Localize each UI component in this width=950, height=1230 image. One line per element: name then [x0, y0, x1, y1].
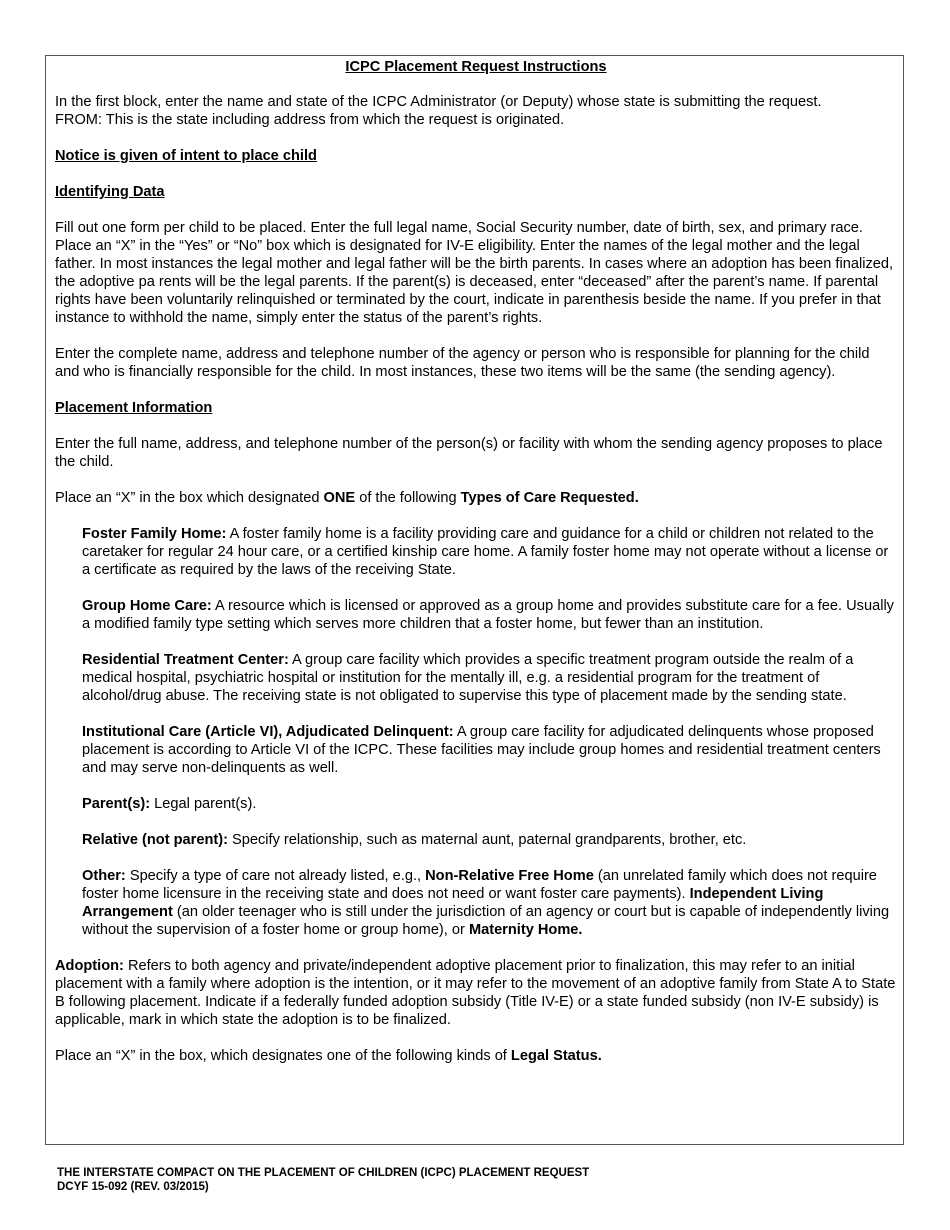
care-type-label: Residential Treatment Center:	[82, 652, 289, 668]
care-type-parents	[82, 795, 897, 813]
notice-heading: Notice is given of intent to place child	[55, 148, 317, 164]
form-footer	[57, 1166, 589, 1194]
care-type-text: Specify a type of care not already listed, e.g.,	[125, 868, 426, 884]
maternity-home-term: Maternity Home.	[468, 922, 583, 938]
care-type-label: Group Home Care:	[82, 598, 212, 614]
care-type-group-home	[82, 597, 897, 633]
care-type-label: Institutional Care (Article VI), Adjudicated Delinquent:	[82, 724, 454, 740]
adoption-text: Refers to both agency and private/independent adoptive placement prior to finalization, this may refer to an initial placement with a family where adoption is the intention, or it may refer to the movement of an adoptive family from State A to State B following placement. Indicate if a federally funded adoption subsidy (Title IV-E) or a state funded subsidy (non IV-E subsidy) is applicable, mark in which state the adoption is to be finalized.	[55, 958, 896, 1028]
page-title: ICPC Placement Request Instructions	[345, 59, 607, 75]
care-type-text: Legal parent(s).	[150, 796, 257, 812]
care-type-label: Foster Family Home:	[82, 526, 227, 542]
types-label-text: Types of Care Requested.	[460, 490, 639, 506]
non-relative-free-home-term: Non-Relative Free Home	[425, 868, 594, 884]
care-type-text: A group care facility for adjudicated delinquents whose proposed placement is according to Article VI of the ICPC. These facilities may include group homes and residential treatment centers and may serve non-delinquents as well.	[82, 724, 881, 776]
types-mid-text: of the following	[355, 490, 461, 506]
intro-line-1: In the first block, enter the name and state of the ICPC Administrator (or Deputy) whose state is submitting the request.	[55, 94, 822, 110]
care-type-relative	[82, 831, 897, 849]
legal-status-instruction	[55, 1047, 897, 1065]
care-type-text: (an unrelated family which does not require foster home licensure in the receiving state and does not need or want foster care payments).	[82, 868, 877, 902]
care-type-text: Specify relationship, such as maternal aunt, paternal grandparents, brother, etc.	[227, 832, 747, 848]
care-type-institutional	[82, 723, 897, 777]
identifying-paragraph-2: Enter the complete name, address and telephone number of the agency or person who is responsible for planning for the child and who is financially responsible for the child. In most instances, these two items will be the same (the sending agency).	[55, 346, 870, 380]
intro-paragraph	[55, 93, 897, 129]
care-type-foster-family-home	[82, 525, 897, 579]
placement-information-heading: Placement Information	[55, 400, 213, 416]
care-type-text: A foster family home is a facility providing care and guidance for a child or children not related to the caretaker for regular 24 hour care, or a certified kinship care home. A family foster home may not operate without a license or a certificate as required by the laws of the receiving State.	[82, 526, 889, 578]
document-body	[55, 58, 897, 1083]
identifying-data-heading: Identifying Data	[55, 184, 165, 200]
care-type-text: (an older teenager who is still under the jurisdiction of an agency or court but is capable of independently living without the supervision of a foster home or group home), or	[82, 904, 890, 938]
care-type-label: Parent(s):	[82, 796, 151, 812]
care-type-other	[82, 867, 897, 939]
care-type-text: A group care facility which provides a specific treatment program outside the realm of a medical hospital, psychiatric hospital or institution for the mentally ill, e.g. a residential program for the treatment of alcohol/drug abuse. The receiving state is not obligated to supervise this type of placement made by the sending state.	[82, 652, 854, 704]
adoption-label: Adoption:	[55, 958, 124, 974]
types-one-text: ONE	[323, 490, 356, 506]
types-of-care-instruction	[55, 489, 897, 507]
placement-paragraph-1: Enter the full name, address, and telephone number of the person(s) or facility with whom the sending agency proposes to place the child.	[55, 436, 883, 470]
care-type-text: A resource which is licensed or approved as a group home and provides substitute care for a fee. Usually a modified family type setting which serves more children that a foster home, but fewer than an institution.	[82, 598, 894, 632]
legal-status-label: Legal Status.	[510, 1048, 602, 1064]
types-pre-text: Place an “X” in the box which designated	[55, 490, 324, 506]
adoption-paragraph	[55, 957, 897, 1029]
care-type-label: Other:	[82, 868, 126, 884]
care-type-label: Relative (not parent):	[82, 832, 228, 848]
identifying-paragraph-1: Fill out one form per child to be placed. Enter the full legal name, Social Security number, date of birth, sex, and primary race. Place an “X” in the “Yes” or “No” box which is designated for IV-E eligibility. Enter the names of the legal mother and the legal father. In most instances the legal mother and legal father will be the birth parents. In cases where an adoption has been finalized, the adoptive pa rents will be the legal parents. If the parent(s) is deceased, enter “deceased” after the parent’s name. If parental rights have been voluntarily relinquished or terminated by the court, indicate in parenthesis beside the name. If you prefer in that instance to withhold the name, simply enter the status of the parent’s rights.	[55, 220, 894, 326]
document-frame	[45, 55, 904, 1145]
footer-form-number: DCYF 15-092 (REV. 03/2015)	[57, 1181, 209, 1193]
independent-living-term: Independent Living Arrangement	[82, 886, 824, 920]
intro-line-2: FROM: This is the state including address from which the request is originated.	[55, 112, 565, 128]
legal-status-pre-text: Place an “X” in the box, which designates one of the following kinds of	[55, 1048, 511, 1064]
care-type-residential-treatment	[82, 651, 897, 705]
footer-form-title: THE INTERSTATE COMPACT ON THE PLACEMENT OF CHILDREN (ICPC) PLACEMENT REQUEST	[57, 1167, 590, 1179]
